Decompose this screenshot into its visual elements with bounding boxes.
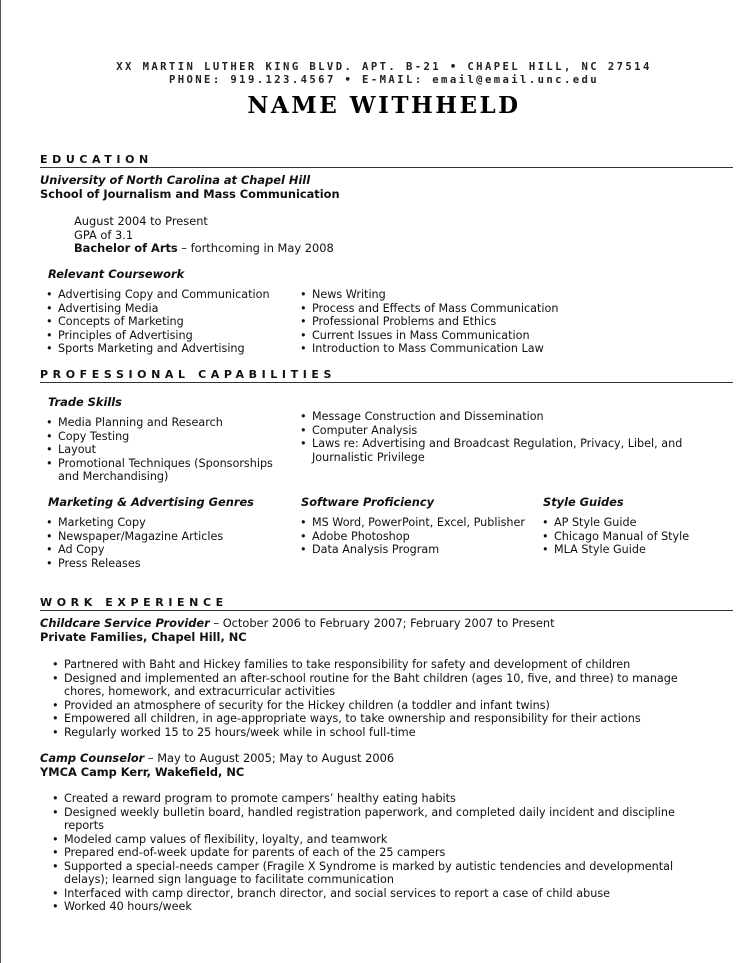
list-item: • Media Planning and Research xyxy=(46,416,291,430)
trade-skills-right xyxy=(300,410,695,464)
genres-list xyxy=(46,516,291,570)
list-item: • Prepared end-of-week update for parents of each of the 25 campers xyxy=(52,846,692,860)
job-title-line xyxy=(40,617,730,631)
list-item: • Laws re: Advertising and Broadcast Regulation, Privacy, Libel, and Journalistic Privilege xyxy=(300,437,695,464)
list-item: • MS Word, PowerPoint, Excel, Publisher xyxy=(300,516,540,530)
list-item: • Data Analysis Program xyxy=(300,543,540,557)
list-item: • Advertising Copy and Communication xyxy=(46,288,296,302)
list-item: • Modeled camp values of flexibility, loyalty, and teamwork xyxy=(52,833,692,847)
degree-name: Bachelor of Arts xyxy=(74,241,178,256)
job-employer: YMCA Camp Kerr, Wakefield, NC xyxy=(40,765,245,779)
list-item: • Concepts of Marketing xyxy=(46,315,296,329)
education-dates: August 2004 to Present xyxy=(74,214,208,228)
capabilities-rule xyxy=(40,382,733,383)
list-item: • Marketing Copy xyxy=(46,516,291,530)
genres-heading: Marketing & Advertising Genres xyxy=(48,495,254,509)
job-bullets xyxy=(52,658,692,739)
list-item: • Principles of Advertising xyxy=(46,329,296,343)
software-list xyxy=(300,516,540,557)
list-item: • Provided an atmosphere of security for the Hickey children (a toddler and infant twins) xyxy=(52,699,692,713)
list-item: • MLA Style Guide xyxy=(542,543,732,557)
work-heading: WORK EXPERIENCE xyxy=(40,596,228,609)
education-degree-line xyxy=(74,242,334,256)
style-guides-heading: Style Guides xyxy=(543,495,624,509)
list-item: • Introduction to Mass Communication Law xyxy=(300,342,720,356)
list-item: • Press Releases xyxy=(46,557,291,571)
job-dates: – May to August 2005; May to August 2006 xyxy=(144,751,395,765)
education-gpa: GPA of 3.1 xyxy=(74,227,134,242)
list-item: • Advertising Media xyxy=(46,302,296,316)
school-name: School of Journalism and Mass Communication xyxy=(40,187,340,201)
education-rule xyxy=(40,167,733,168)
style-guides-list xyxy=(542,516,732,557)
list-item: • Process and Effects of Mass Communication xyxy=(300,302,720,316)
list-item: • Chicago Manual of Style xyxy=(542,530,732,544)
coursework-heading: Relevant Coursework xyxy=(48,267,185,281)
list-item: • Regularly worked 15 to 25 hours/week while in school full-time xyxy=(52,726,692,740)
software-heading: Software Proficiency xyxy=(301,495,435,509)
list-item: • Layout xyxy=(46,443,291,457)
degree-note: – forthcoming in May 2008 xyxy=(177,241,334,256)
coursework-list-left xyxy=(46,288,296,356)
job-title: Childcare Service Provider xyxy=(40,616,210,630)
list-item: • Designed and implemented an after-school routine for the Baht children (ages 10, five, and three) to manage chores, homework, and extracurricular activities xyxy=(52,672,692,699)
list-item: • Computer Analysis xyxy=(300,424,695,438)
page-border xyxy=(0,0,1,963)
list-item: • Partnered with Baht and Hickey families to take responsibility for safety and development of children xyxy=(52,658,692,672)
list-item: • News Writing xyxy=(300,288,720,302)
university-name: University of North Carolina at Chapel Hill xyxy=(40,173,311,187)
list-item: • Promotional Techniques (Sponsorships and Merchandising) xyxy=(46,457,291,484)
list-item: • Professional Problems and Ethics xyxy=(300,315,720,329)
list-item: • Worked 40 hours/week xyxy=(52,900,692,914)
list-item: • Adobe Photoshop xyxy=(300,530,540,544)
list-item: • Ad Copy xyxy=(46,543,291,557)
list-item: • Interfaced with camp director, branch director, and social services to report a case of child abuse xyxy=(52,887,692,901)
list-item: • Newspaper/Magazine Articles xyxy=(46,530,291,544)
list-item: • Supported a special-needs camper (Fragile X Syndrome is marked by autistic tendencies and developmental delays); learned sign language to facilitate communication xyxy=(52,860,692,887)
list-item: • Message Construction and Dissemination xyxy=(300,410,695,424)
coursework-list-right xyxy=(300,288,720,356)
list-item: • Current Issues in Mass Communication xyxy=(300,329,720,343)
list-item: • Sports Marketing and Advertising xyxy=(46,342,296,356)
education-heading: EDUCATION xyxy=(40,153,153,166)
job-dates: – October 2006 to February 2007; February 2007 to Present xyxy=(209,616,555,630)
list-item: • Copy Testing xyxy=(46,430,291,444)
list-item: • Designed weekly bulletin board, handled registration paperwork, and completed daily incident and discipline reports xyxy=(52,806,692,833)
job-employer: Private Families, Chapel Hill, NC xyxy=(40,630,247,644)
trade-skills-left xyxy=(46,416,291,484)
contact-line: PHONE: 919.123.4567 • E-MAIL: email@email.unc.edu xyxy=(168,73,600,86)
work-rule xyxy=(40,610,733,611)
contact-block xyxy=(0,61,750,86)
job-title: Camp Counselor xyxy=(40,751,145,765)
job-title-line xyxy=(40,752,730,766)
capabilities-heading: PROFESSIONAL CAPABILITIES xyxy=(40,368,337,381)
applicant-name: NAME WITHHELD xyxy=(247,92,521,119)
list-item: • AP Style Guide xyxy=(542,516,732,530)
job-bullets xyxy=(52,792,692,914)
trade-skills-heading: Trade Skills xyxy=(48,395,122,409)
list-item: • Empowered all children, in age-appropriate ways, to take ownership and responsibility for their actions xyxy=(52,712,692,726)
address-line: XX MARTIN LUTHER KING BLVD. APT. B-21 • CHAPEL HILL, NC 27514 xyxy=(116,61,652,73)
education-details xyxy=(74,215,334,256)
list-item: • Created a reward program to promote campers’ healthy eating habits xyxy=(52,792,692,806)
